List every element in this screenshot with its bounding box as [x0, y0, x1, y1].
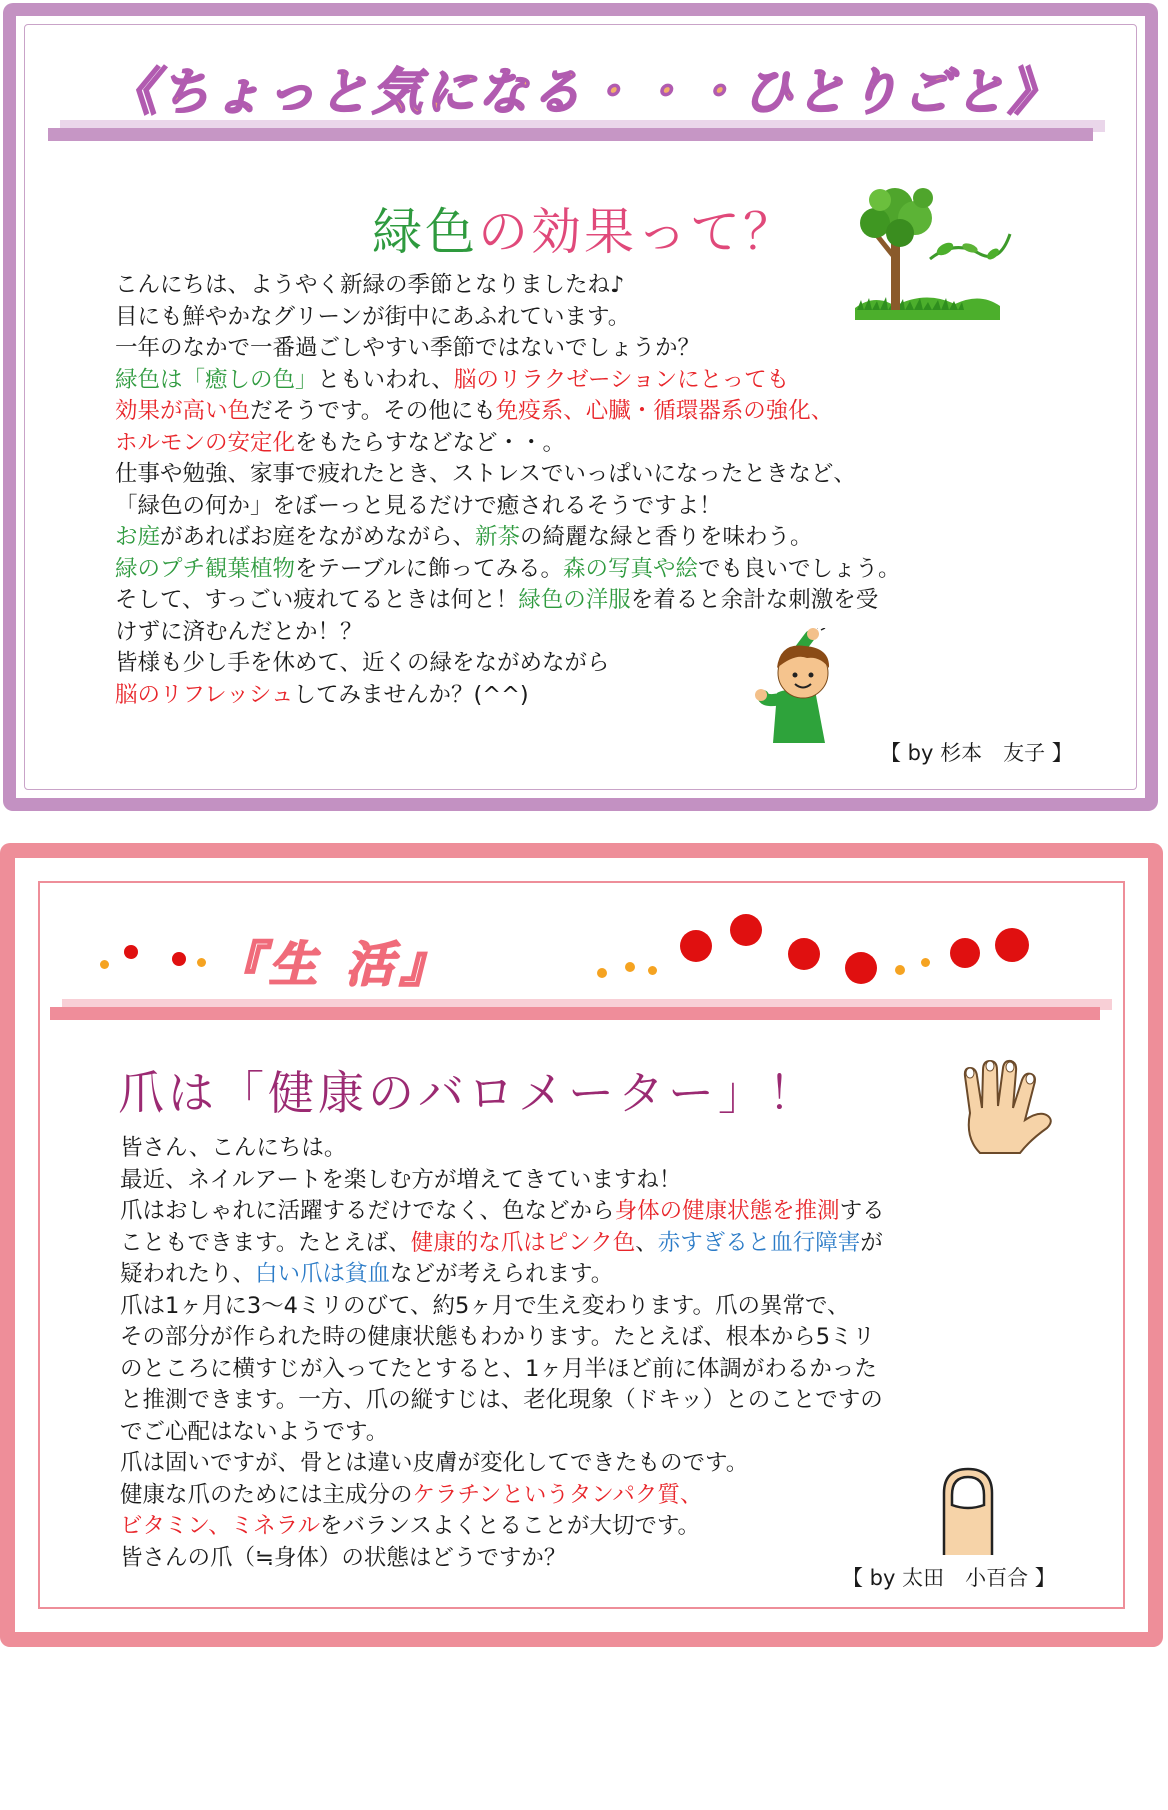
body-text: こんにちは、ようやく新緑の季節となりましたね♪: [115, 272, 625, 298]
fingertip-icon: [938, 1465, 998, 1555]
body-text: 健康な爪のためには主成分の: [120, 1481, 413, 1508]
body-text: をバランスよくとることが大切です。: [320, 1513, 701, 1539]
body-line: [115, 459, 1105, 491]
body-text: 爪は1ヶ月に3～4ミリのびて、約5ヶ月で生え変わります。爪の異常で、: [120, 1292, 850, 1319]
body-text: が: [860, 1229, 883, 1256]
body-text: けずに済むんだとか！？: [115, 618, 363, 645]
highlight-text: 新茶: [475, 524, 521, 550]
body-text: のところに横すじが入ってたとすると、1ヶ月半ほど前に体調がわるかった: [120, 1355, 877, 1382]
highlight-text: 脳のリラクゼーションにとっても: [453, 366, 790, 393]
body-text: してみませんか？(^^): [293, 681, 529, 708]
highlight-text: 身体の健康状態を推測: [614, 1198, 840, 1224]
body-text: 一年のなかで一番過ごしやすい季節ではないでしょうか？: [115, 335, 701, 361]
body-text: こともできます。たとえば、: [120, 1229, 411, 1256]
body-line: [115, 617, 1105, 649]
highlight-text: 脳のリフレッシュ: [115, 681, 294, 708]
body-text: 爪はおしゃれに活躍するだけでなく、色などから: [120, 1198, 615, 1224]
highlight-text: 白い爪は貧血: [255, 1261, 391, 1287]
highlight-text: ホルモンの安定化: [115, 429, 296, 456]
banner-title-1: 《ちょっと気になる・・・ひとりごと》: [107, 62, 1061, 121]
highlight-text: 健康的な爪はピンク色: [410, 1229, 636, 1256]
highlight-text: 緑のプチ観葉植物: [115, 555, 296, 582]
highlight-text: ケラチンというタンパク質、: [412, 1481, 703, 1508]
body-line: [115, 428, 1105, 460]
body-text: をもたらすなどなど・・。: [295, 429, 566, 456]
signature-2: 【 by 太田 小百合 】: [842, 1566, 1056, 1590]
highlight-text: 森の写真や絵: [563, 555, 699, 582]
heading-rest: の効果って？: [478, 203, 796, 261]
highlight-text: お庭: [115, 524, 161, 550]
body-line: [115, 365, 1105, 397]
waving-boy-icon: [755, 628, 850, 743]
body-line: [120, 1322, 1110, 1354]
banner-title-2: 『生 活』: [215, 937, 454, 993]
body-text: をテーブルに飾ってみる。: [295, 555, 563, 582]
body-line: [115, 522, 1105, 554]
body-text: 仕事や勉強、家事で疲れたとき、ストレスでいっぱいになったときなど、: [115, 461, 856, 487]
body-text: 最近、ネイルアートを楽しむ方が増えてきていますね！: [120, 1166, 682, 1193]
highlight-text: 緑色は「癒しの色」: [115, 366, 318, 393]
body-line: [120, 1196, 1110, 1228]
heading-green-word: 緑色: [372, 203, 478, 261]
body-line: [115, 585, 1105, 617]
body-line: [115, 491, 1105, 523]
body-line: [120, 1165, 1110, 1197]
body-line: [120, 1417, 1110, 1449]
body-line: [120, 1385, 1110, 1417]
body-text: と推測できます。一方、爪の縦すじは、老化現象（ドキッ）とのことですの: [120, 1387, 883, 1413]
body-text: でも良いでしょう。: [698, 555, 901, 582]
body-text: ともいわれ、: [317, 366, 454, 393]
body-line: [120, 1228, 1110, 1260]
body-line: [115, 333, 1105, 365]
body-line: [115, 396, 1105, 428]
body-text: 疑われたり、: [120, 1261, 256, 1287]
body-text: する: [839, 1198, 885, 1224]
body-line: [120, 1259, 1110, 1291]
highlight-text: 緑色の洋服: [518, 587, 631, 613]
title-underline: [50, 1007, 1100, 1020]
body-text: だそうです。その他にも: [250, 398, 496, 424]
body-text: 目にも鮮やかなグリーンが街中にあふれています。: [115, 303, 631, 330]
body-text: そして、すっごい疲れてるときは何と！: [115, 587, 519, 613]
body-text: 爪は固いですが、骨とは違い皮膚が変化してできたものです。: [120, 1450, 749, 1476]
body-line: [120, 1291, 1110, 1323]
body-text: でご心配はないようです。: [120, 1418, 389, 1445]
body-text: 「緑色の何か」をぼーっと見るだけで癒されるそうですよ！: [115, 492, 722, 519]
highlight-text: 効果が高い色: [115, 398, 251, 424]
body-text: を着ると余計な刺激を受: [630, 587, 879, 613]
body-line: [120, 1133, 1110, 1165]
vine-icon: [925, 224, 1015, 269]
title-underline: [48, 128, 1093, 141]
body-text: の綺麗な緑と香りを味わう。: [520, 524, 813, 550]
article-heading-2: 爪は「健康のバロメーター」！: [118, 1066, 818, 1120]
article-body-1: [115, 270, 1105, 711]
body-text: 皆さん、こんにちは。: [120, 1135, 347, 1161]
body-text: などが考えられます。: [390, 1261, 614, 1287]
highlight-text: ビタミン、ミネラル: [120, 1513, 321, 1539]
body-text: があればお庭をながめながら、: [160, 524, 476, 550]
body-text: 、: [635, 1229, 658, 1256]
body-line: [115, 680, 1105, 712]
body-line: [115, 270, 1105, 302]
body-line: [115, 648, 1105, 680]
body-text: 皆さんの爪（≒身体）の状態はどうですか？: [120, 1544, 567, 1571]
body-text: 皆様も少し手を休めて、近くの緑をながめながら: [115, 650, 610, 676]
body-text: その部分が作られた時の健康状態もわかります。たとえば、根本から5ミリ: [120, 1324, 876, 1350]
body-line: [115, 554, 1105, 586]
signature-1: 【 by 杉本 友子 】: [880, 741, 1073, 765]
highlight-text: 赤すぎると血行障害: [657, 1229, 861, 1256]
highlight-text: 免疫系、心臓・循環器系の強化、: [495, 398, 834, 424]
body-line: [120, 1354, 1110, 1386]
body-line: [115, 302, 1105, 334]
